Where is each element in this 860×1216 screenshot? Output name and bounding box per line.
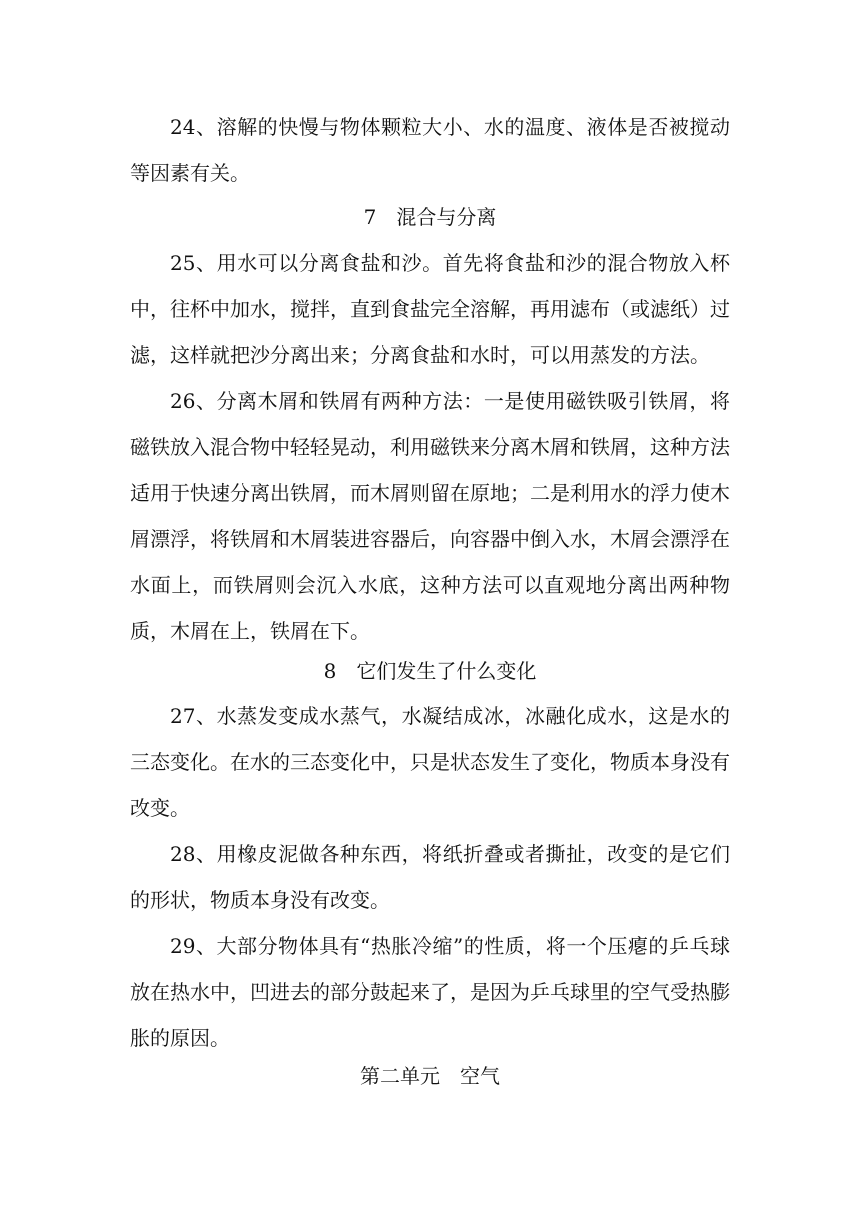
paragraph-24: 24、溶解的快慢与物体颗粒大小、水的温度、液体是否被搅动等因素有关。 xyxy=(130,115,730,185)
paragraph-26: 26、分离木屑和铁屑有两种方法：一是使用磁铁吸引铁屑，将磁铁放入混合物中轻轻晃动，利用磁铁来分离木屑和铁屑，这种方法适用于快速分离出铁屑，而木屑则留在原地；二是利用水的浮力使木屑漂浮，将铁屑和木屑装进容器后，向容器中倒入水，木屑会漂浮在水面上，而铁屑则会沉入水底，这种方法可以直观地分离出两种物质，木屑在上，铁屑在下。 xyxy=(130,389,730,643)
paragraph-27: 27、水蒸发变成水蒸气，水凝结成冰，冰融化成水，这是水的三态变化。在水的三态变化中，只是状态发生了变化，物质本身没有改变。 xyxy=(130,704,730,820)
unit-heading: 第二单元 空气 xyxy=(360,1064,500,1088)
section-heading-7: 7 混合与分离 xyxy=(363,205,497,229)
section-heading-8: 8 它们发生了什么变化 xyxy=(323,659,537,683)
paragraph-28: 28、用橡皮泥做各种东西，将纸折叠或者撕扯，改变的是它们的形状，物质本身没有改变。 xyxy=(130,842,730,912)
paragraph-25: 25、用水可以分离食盐和沙。首先将食盐和沙的混合物放入杯中，往杯中加水，搅拌，直到食盐完全溶解，再用滤布（或滤纸）过滤，这样就把沙分离出来；分离食盐和水时，可以用蒸发的方法。 xyxy=(130,251,730,367)
paragraph-29: 29、大部分物体具有“热胀冷缩”的性质，将一个压瘪的乒乓球放在热水中，凹进去的部分鼓起来了，是因为乒乓球里的空气受热膨胀的原因。 xyxy=(130,934,730,1050)
